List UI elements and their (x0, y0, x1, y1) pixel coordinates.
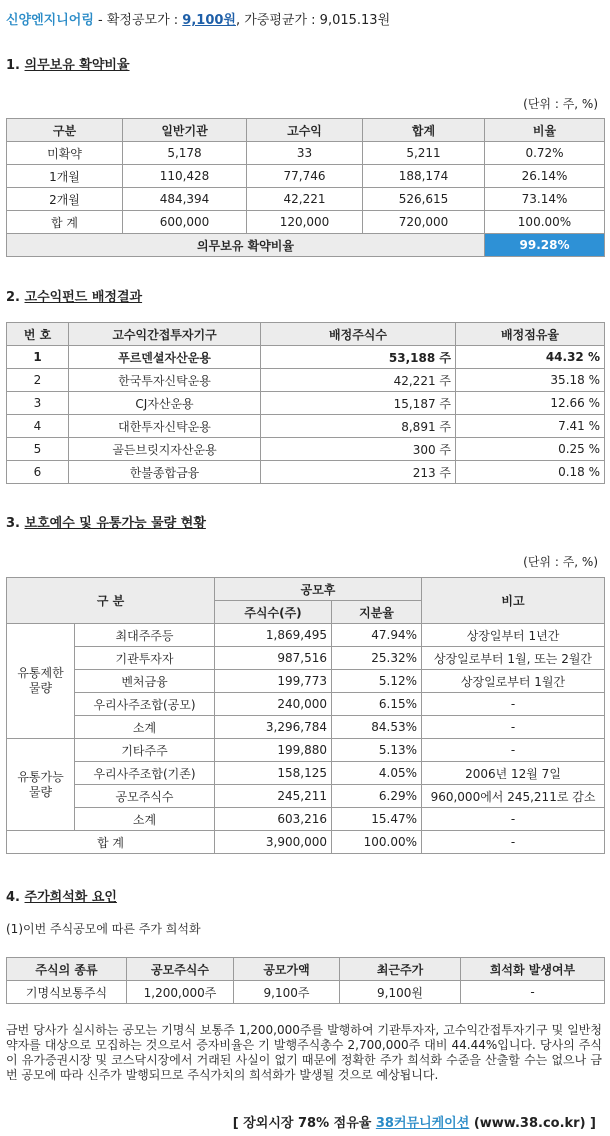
col-header: 희석화 발생여부 (461, 958, 605, 981)
lockup-table (6, 118, 605, 257)
table-row (7, 808, 605, 831)
col-header: 공모가액 (234, 958, 340, 981)
col-header: 공모주식수 (127, 958, 234, 981)
col-header: 합계 (363, 119, 485, 142)
cell: 26.14% (485, 165, 605, 188)
cell: 2 (7, 369, 69, 392)
cell: - (422, 831, 605, 854)
table-row (7, 693, 605, 716)
cell: 7.41 % (456, 415, 605, 438)
cell: 4.05% (332, 762, 422, 785)
cell: 15,187 주 (261, 392, 456, 415)
header-sep: - 확정공모가 : (93, 13, 183, 28)
col-header: 번 호 (7, 323, 69, 346)
table-row (7, 461, 605, 484)
cell: 2개월 (7, 188, 123, 211)
header-rest: , 가중평균가 : 9,015.13원 (235, 13, 391, 28)
fund-allocation-table (6, 322, 605, 484)
cell: 소계 (75, 808, 215, 831)
table-row (7, 165, 605, 188)
section-3-unit: (단위 : 주, %) (523, 555, 598, 569)
dilution-paragraph: 금번 당사가 실시하는 공모는 기명식 보통주 1,200,000주를 발행하여 기관투자자, 고수익간접투자기구 및 일반청약자를 대상으로 모집하는 것으로서 증자비율은 기 발행주식총수 2,700,000주 대비 44.44%입니다. 당사의 주식이 유가증권시장 및 코스닥시장에서 거래된 사실이 없기 때문에 정확한 주가 희석화 수준을 산출할 수는 없으나 금번 공모에 따라 신주가 발행되므로 주식가치의 희석화가 발생될 것으로 예상됩니다. (6, 1023, 602, 1082)
table-row (7, 647, 605, 670)
cell: 53,188 주 (261, 346, 456, 369)
cell: 한불종합금융 (69, 461, 261, 484)
table-row (7, 762, 605, 785)
cell: 84.53% (332, 716, 422, 739)
cell: 3,296,784 (215, 716, 332, 739)
table-row (7, 415, 605, 438)
table-row (7, 188, 605, 211)
summary-label: 의무보유 확약비율 (7, 234, 485, 257)
cell: 벤처금융 (75, 670, 215, 693)
cell: 600,000 (123, 211, 247, 234)
cell: 6 (7, 461, 69, 484)
cell: 240,000 (215, 693, 332, 716)
cell: 골든브릿지자산운용 (69, 438, 261, 461)
cell: 42,221 주 (261, 369, 456, 392)
cell: 73.14% (485, 188, 605, 211)
cell: 3,900,000 (215, 831, 332, 854)
cell: 9,100원 (340, 981, 461, 1004)
cell: 25.32% (332, 647, 422, 670)
cell: 158,125 (215, 762, 332, 785)
cell: 1개월 (7, 165, 123, 188)
dilution-table (6, 957, 605, 1004)
cell: 526,615 (363, 188, 485, 211)
table-row (7, 739, 605, 762)
section-1-title: 1. 의무보유 확약비율 (6, 58, 130, 73)
cell: 245,211 (215, 785, 332, 808)
col-header: 지분율 (332, 601, 422, 624)
cell: 우리사주조합(공모) (75, 693, 215, 716)
table-row (7, 211, 605, 234)
cell: 공모주식수 (75, 785, 215, 808)
table-row (7, 624, 605, 647)
total-row (7, 831, 605, 854)
cell: 기명식보통주식 (7, 981, 127, 1004)
table-header-row (7, 958, 605, 981)
col-header: 일반기관 (123, 119, 247, 142)
cell: 960,000에서 245,211로 감소 (422, 785, 605, 808)
cell: 우리사주조합(기존) (75, 762, 215, 785)
cell: 합 계 (7, 211, 123, 234)
cell: 8,891 주 (261, 415, 456, 438)
cell: - (422, 739, 605, 762)
cell: 199,880 (215, 739, 332, 762)
cell: 1,200,000주 (127, 981, 234, 1004)
cell: 소계 (75, 716, 215, 739)
table-row (7, 670, 605, 693)
cell: 최대주주등 (75, 624, 215, 647)
cell: 42,221 (247, 188, 363, 211)
cell: CJ자산운용 (69, 392, 261, 415)
cell: 0.25 % (456, 438, 605, 461)
page-header (6, 9, 390, 28)
section-1-unit: (단위 : 주, %) (523, 97, 598, 111)
cell: 188,174 (363, 165, 485, 188)
group-label: 유통제한 물량 (7, 624, 75, 739)
footer: [ 장외시장 78% 점유율 38커뮤니케이션 (www.38.co.kr) ] (232, 1116, 596, 1131)
cell: 15.47% (332, 808, 422, 831)
table-header-row (7, 119, 605, 142)
cell: 0.18 % (456, 461, 605, 484)
cell: 100.00% (485, 211, 605, 234)
col-header: 고수익간접투자기구 (69, 323, 261, 346)
section-2-title: 2. 고수익펀드 배정결과 (6, 290, 143, 305)
table-row (7, 346, 605, 369)
offer-price: 9,100원 (182, 13, 236, 28)
table-row (7, 142, 605, 165)
cell: 9,100주 (234, 981, 340, 1004)
table-header-row (7, 323, 605, 346)
section-4-title: 4. 주가희석화 요인 (6, 890, 117, 905)
cell: - (422, 808, 605, 831)
footer-link[interactable]: 38커뮤니케이션 (375, 1116, 470, 1131)
section-3-title: 3. 보호예수 및 유통가능 물량 현황 (6, 516, 206, 531)
cell: 77,746 (247, 165, 363, 188)
cell: 12.66 % (456, 392, 605, 415)
cell: 33 (247, 142, 363, 165)
table-row (7, 785, 605, 808)
table-row (7, 438, 605, 461)
col-header: 구 분 (7, 578, 215, 624)
cell: 상장일로부터 1월간 (422, 670, 605, 693)
group-label: 유통가능 물량 (7, 739, 75, 831)
cell: 상장일로부터 1월, 또는 2월간 (422, 647, 605, 670)
table-row (7, 369, 605, 392)
table-row (7, 392, 605, 415)
cell: 1,869,495 (215, 624, 332, 647)
cell: 5,178 (123, 142, 247, 165)
col-header: 공모후 (215, 578, 422, 601)
table-header-row (7, 578, 605, 601)
col-header: 최근주가 (340, 958, 461, 981)
cell: 6.15% (332, 693, 422, 716)
col-header: 주식수(주) (215, 601, 332, 624)
cell: 35.18 % (456, 369, 605, 392)
cell: 100.00% (332, 831, 422, 854)
col-header: 비율 (485, 119, 605, 142)
cell: 6.29% (332, 785, 422, 808)
cell: 47.94% (332, 624, 422, 647)
company-name[interactable]: 신양엔지니어링 (6, 13, 94, 28)
col-header: 배정점유율 (456, 323, 605, 346)
cell: 300 주 (261, 438, 456, 461)
cell: 5,211 (363, 142, 485, 165)
col-header: 주식의 종류 (7, 958, 127, 981)
cell: 213 주 (261, 461, 456, 484)
cell: 4 (7, 415, 69, 438)
cell: 기타주주 (75, 739, 215, 762)
cell: 한국투자신탁운용 (69, 369, 261, 392)
cell: 합 계 (7, 831, 215, 854)
cell: 5.13% (332, 739, 422, 762)
section-4-subtitle: (1)이번 주식공모에 따른 주가 희석화 (6, 922, 201, 936)
col-header: 배정주식수 (261, 323, 456, 346)
cell: 미확약 (7, 142, 123, 165)
cell: 44.32 % (456, 346, 605, 369)
cell: 1 (7, 346, 69, 369)
cell: 5 (7, 438, 69, 461)
lockup-status-table (6, 577, 605, 854)
cell: 3 (7, 392, 69, 415)
cell: 110,428 (123, 165, 247, 188)
cell: 푸르덴셜자산운용 (69, 346, 261, 369)
cell: 484,394 (123, 188, 247, 211)
summary-value: 99.28% (485, 234, 605, 257)
table-row (7, 981, 605, 1004)
cell: - (422, 693, 605, 716)
summary-row (7, 234, 605, 257)
cell: 대한투자신탁운용 (69, 415, 261, 438)
cell: - (461, 981, 605, 1004)
cell: 199,773 (215, 670, 332, 693)
cell: 0.72% (485, 142, 605, 165)
col-header: 구분 (7, 119, 123, 142)
col-header: 고수익 (247, 119, 363, 142)
cell: 603,216 (215, 808, 332, 831)
cell: 기관투자자 (75, 647, 215, 670)
col-header: 비고 (422, 578, 605, 624)
table-row (7, 716, 605, 739)
cell: 987,516 (215, 647, 332, 670)
cell: 2006년 12월 7일 (422, 762, 605, 785)
cell: 720,000 (363, 211, 485, 234)
cell: 상장일부터 1년간 (422, 624, 605, 647)
cell: 5.12% (332, 670, 422, 693)
cell: - (422, 716, 605, 739)
cell: 120,000 (247, 211, 363, 234)
